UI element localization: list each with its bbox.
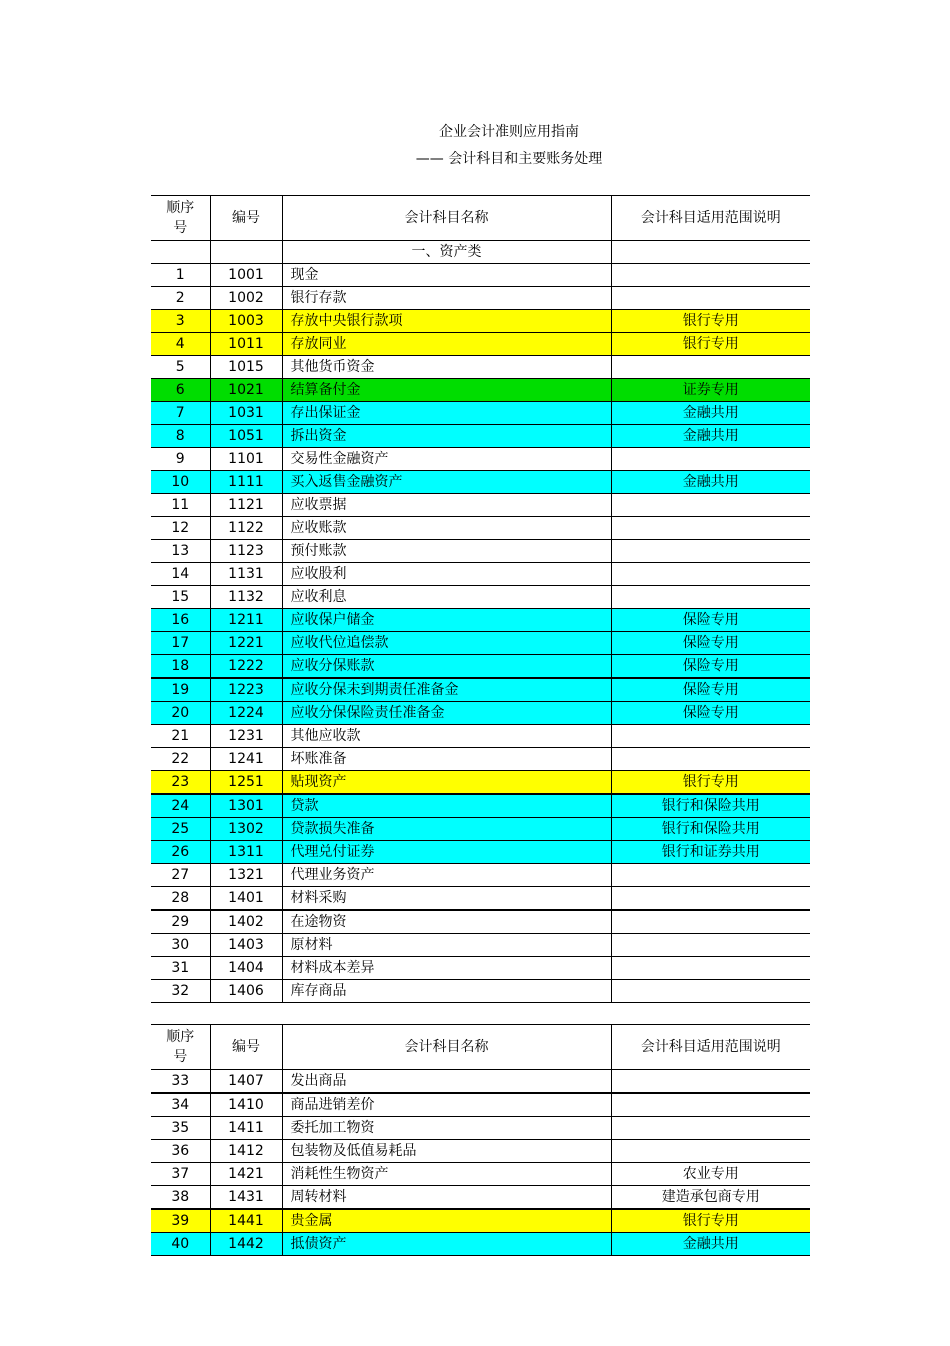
scope-cell	[611, 586, 810, 609]
table-row	[151, 910, 810, 934]
code-cell: 1407	[210, 1070, 282, 1094]
header-name: 会计科目名称	[282, 1025, 611, 1070]
table-row	[151, 425, 810, 448]
table-row	[151, 356, 810, 379]
account-name-cell: 发出商品	[282, 1070, 611, 1094]
table-row	[151, 980, 810, 1003]
seq-cell: 31	[151, 957, 210, 980]
seq-cell: 15	[151, 586, 210, 609]
account-name-cell: 应收分保保险责任准备金	[282, 702, 611, 725]
table-row	[151, 287, 810, 310]
table-row	[151, 1117, 810, 1140]
scope-cell: 金融共用	[611, 402, 810, 425]
seq-cell: 26	[151, 841, 210, 864]
code-cell: 1123	[210, 540, 282, 563]
seq-cell: 18	[151, 655, 210, 679]
header-scope: 会计科目适用范围说明	[611, 1025, 810, 1070]
code-cell: 1015	[210, 356, 282, 379]
code-cell: 1121	[210, 494, 282, 517]
seq-cell: 19	[151, 678, 210, 702]
seq-cell: 24	[151, 794, 210, 818]
category-seq	[151, 241, 210, 264]
account-name-cell: 贴现资产	[282, 771, 611, 795]
code-cell: 1003	[210, 310, 282, 333]
account-name-cell: 应收票据	[282, 494, 611, 517]
table-row	[151, 1233, 810, 1256]
code-cell: 1101	[210, 448, 282, 471]
account-name-cell: 消耗性生物资产	[282, 1163, 611, 1186]
code-cell: 1221	[210, 632, 282, 655]
account-name-cell: 委托加工物资	[282, 1117, 611, 1140]
seq-cell: 28	[151, 887, 210, 911]
scope-cell	[611, 1070, 810, 1094]
scope-cell: 保险专用	[611, 632, 810, 655]
scope-cell	[611, 1093, 810, 1117]
category-row	[151, 241, 810, 264]
scope-cell	[611, 725, 810, 748]
account-name-cell: 坏账准备	[282, 748, 611, 771]
seq-cell: 11	[151, 494, 210, 517]
header-code: 编号	[210, 1025, 282, 1070]
seq-cell: 1	[151, 264, 210, 287]
header-seq-line2: 号	[173, 220, 188, 236]
code-cell: 1403	[210, 934, 282, 957]
table-row	[151, 1093, 810, 1117]
code-cell: 1401	[210, 887, 282, 911]
table-row	[151, 632, 810, 655]
seq-cell: 22	[151, 748, 210, 771]
seq-cell: 4	[151, 333, 210, 356]
table-row	[151, 264, 810, 287]
scope-cell: 银行和证券共用	[611, 841, 810, 864]
account-name-cell: 原材料	[282, 934, 611, 957]
table-row	[151, 1163, 810, 1186]
scope-cell	[611, 980, 810, 1003]
code-cell: 1406	[210, 980, 282, 1003]
seq-cell: 9	[151, 448, 210, 471]
scope-cell	[611, 563, 810, 586]
table-row	[151, 1186, 810, 1210]
account-name-cell: 其他货币资金	[282, 356, 611, 379]
scope-cell	[611, 957, 810, 980]
table-row	[151, 655, 810, 679]
seq-cell: 17	[151, 632, 210, 655]
code-cell: 1301	[210, 794, 282, 818]
table-row	[151, 864, 810, 887]
code-cell: 1431	[210, 1186, 282, 1210]
account-name-cell: 银行存款	[282, 287, 611, 310]
code-cell: 1224	[210, 702, 282, 725]
table-row	[151, 678, 810, 702]
table-row	[151, 1140, 810, 1163]
code-cell: 1321	[210, 864, 282, 887]
account-name-cell: 买入返售金融资产	[282, 471, 611, 494]
scope-cell: 银行专用	[611, 310, 810, 333]
scope-cell: 建造承包商专用	[611, 1186, 810, 1210]
scope-cell: 金融共用	[611, 425, 810, 448]
table-row	[151, 725, 810, 748]
category-scope	[611, 241, 810, 264]
table-row	[151, 794, 810, 818]
seq-cell: 30	[151, 934, 210, 957]
header-seq-line2: 号	[173, 1049, 188, 1065]
seq-cell: 8	[151, 425, 210, 448]
accounts-table-1	[151, 195, 810, 1003]
seq-cell: 40	[151, 1233, 210, 1256]
code-cell: 1441	[210, 1209, 282, 1233]
scope-cell	[611, 287, 810, 310]
seq-cell: 21	[151, 725, 210, 748]
account-name-cell: 在途物资	[282, 910, 611, 934]
seq-cell: 12	[151, 517, 210, 540]
account-name-cell: 贵金属	[282, 1209, 611, 1233]
scope-cell	[611, 540, 810, 563]
table-row	[151, 702, 810, 725]
account-name-cell: 代理业务资产	[282, 864, 611, 887]
code-cell: 1111	[210, 471, 282, 494]
table-row	[151, 1070, 810, 1094]
accounts-table-2	[151, 1024, 810, 1256]
scope-cell: 农业专用	[611, 1163, 810, 1186]
scope-cell	[611, 748, 810, 771]
table-row	[151, 771, 810, 795]
scope-cell	[611, 887, 810, 911]
account-name-cell: 库存商品	[282, 980, 611, 1003]
table-row	[151, 494, 810, 517]
account-name-cell: 材料采购	[282, 887, 611, 911]
account-name-cell: 应收账款	[282, 517, 611, 540]
scope-cell	[611, 448, 810, 471]
table-row	[151, 333, 810, 356]
account-name-cell: 结算备付金	[282, 379, 611, 402]
code-cell: 1051	[210, 425, 282, 448]
seq-cell: 39	[151, 1209, 210, 1233]
code-cell: 1132	[210, 586, 282, 609]
seq-cell: 37	[151, 1163, 210, 1186]
account-name-cell: 贷款损失准备	[282, 818, 611, 841]
scope-cell	[611, 934, 810, 957]
header-seq	[151, 196, 210, 241]
scope-cell	[611, 864, 810, 887]
account-name-cell: 周转材料	[282, 1186, 611, 1210]
account-name-cell: 拆出资金	[282, 425, 611, 448]
code-cell: 1402	[210, 910, 282, 934]
scope-cell	[611, 356, 810, 379]
category-code	[210, 241, 282, 264]
seq-cell: 27	[151, 864, 210, 887]
account-name-cell: 存出保证金	[282, 402, 611, 425]
seq-cell: 33	[151, 1070, 210, 1094]
scope-cell: 银行和保险共用	[611, 818, 810, 841]
seq-cell: 5	[151, 356, 210, 379]
code-cell: 1410	[210, 1093, 282, 1117]
code-cell: 1011	[210, 333, 282, 356]
scope-cell: 银行专用	[611, 333, 810, 356]
table-row	[151, 448, 810, 471]
code-cell: 1231	[210, 725, 282, 748]
table-row	[151, 563, 810, 586]
document-subtitle: —— 会计科目和主要账务处理	[415, 151, 603, 167]
code-cell: 1021	[210, 379, 282, 402]
table-row	[151, 517, 810, 540]
code-cell: 1442	[210, 1233, 282, 1256]
code-cell: 1412	[210, 1140, 282, 1163]
code-cell: 1223	[210, 678, 282, 702]
scope-cell: 银行专用	[611, 1209, 810, 1233]
header-code: 编号	[210, 196, 282, 241]
account-name-cell: 商品进销差价	[282, 1093, 611, 1117]
table-row	[151, 471, 810, 494]
account-name-cell: 应收利息	[282, 586, 611, 609]
code-cell: 1241	[210, 748, 282, 771]
account-name-cell: 代理兑付证券	[282, 841, 611, 864]
account-name-cell: 应收股利	[282, 563, 611, 586]
table-row	[151, 818, 810, 841]
scope-cell	[611, 264, 810, 287]
table-header-row	[151, 1025, 810, 1070]
seq-cell: 7	[151, 402, 210, 425]
table-row	[151, 934, 810, 957]
header-seq-line1: 顺序	[166, 1029, 195, 1045]
account-name-cell: 应收代位追偿款	[282, 632, 611, 655]
seq-cell: 25	[151, 818, 210, 841]
account-name-cell: 其他应收款	[282, 725, 611, 748]
scope-cell: 保险专用	[611, 655, 810, 679]
scope-cell	[611, 1140, 810, 1163]
table-row	[151, 957, 810, 980]
scope-cell: 证券专用	[611, 379, 810, 402]
seq-cell: 23	[151, 771, 210, 795]
scope-cell	[611, 517, 810, 540]
scope-cell: 银行和保险共用	[611, 794, 810, 818]
table-row	[151, 402, 810, 425]
code-cell: 1251	[210, 771, 282, 795]
table-row	[151, 841, 810, 864]
table-row	[151, 1209, 810, 1233]
code-cell: 1302	[210, 818, 282, 841]
table-header-row	[151, 196, 810, 241]
scope-cell: 金融共用	[611, 471, 810, 494]
account-name-cell: 交易性金融资产	[282, 448, 611, 471]
scope-cell	[611, 494, 810, 517]
code-cell: 1122	[210, 517, 282, 540]
document-title: 企业会计准则应用指南	[439, 124, 579, 140]
code-cell: 1001	[210, 264, 282, 287]
scope-cell: 保险专用	[611, 609, 810, 632]
scope-cell: 金融共用	[611, 1233, 810, 1256]
seq-cell: 2	[151, 287, 210, 310]
scope-cell: 银行专用	[611, 771, 810, 795]
seq-cell: 38	[151, 1186, 210, 1210]
account-name-cell: 存放中央银行款项	[282, 310, 611, 333]
account-name-cell: 预付账款	[282, 540, 611, 563]
code-cell: 1002	[210, 287, 282, 310]
account-name-cell: 贷款	[282, 794, 611, 818]
table-row	[151, 748, 810, 771]
table-row	[151, 586, 810, 609]
table-row	[151, 540, 810, 563]
header-scope: 会计科目适用范围说明	[611, 196, 810, 241]
category-label: 一、资产类	[282, 241, 611, 264]
code-cell: 1411	[210, 1117, 282, 1140]
table-row	[151, 887, 810, 911]
seq-cell: 14	[151, 563, 210, 586]
table-row	[151, 609, 810, 632]
seq-cell: 6	[151, 379, 210, 402]
header-seq	[151, 1025, 210, 1070]
code-cell: 1421	[210, 1163, 282, 1186]
account-name-cell: 材料成本差异	[282, 957, 611, 980]
code-cell: 1211	[210, 609, 282, 632]
seq-cell: 3	[151, 310, 210, 333]
scope-cell	[611, 1117, 810, 1140]
seq-cell: 36	[151, 1140, 210, 1163]
code-cell: 1404	[210, 957, 282, 980]
code-cell: 1131	[210, 563, 282, 586]
scope-cell: 保险专用	[611, 678, 810, 702]
account-name-cell: 抵债资产	[282, 1233, 611, 1256]
seq-cell: 13	[151, 540, 210, 563]
seq-cell: 10	[151, 471, 210, 494]
code-cell: 1311	[210, 841, 282, 864]
scope-cell	[611, 910, 810, 934]
scope-cell: 保险专用	[611, 702, 810, 725]
seq-cell: 34	[151, 1093, 210, 1117]
account-name-cell: 存放同业	[282, 333, 611, 356]
header-seq-line1: 顺序	[166, 200, 195, 216]
seq-cell: 16	[151, 609, 210, 632]
account-name-cell: 现金	[282, 264, 611, 287]
code-cell: 1222	[210, 655, 282, 679]
account-name-cell: 包装物及低值易耗品	[282, 1140, 611, 1163]
account-name-cell: 应收保户储金	[282, 609, 611, 632]
table-row	[151, 379, 810, 402]
account-name-cell: 应收分保未到期责任准备金	[282, 678, 611, 702]
seq-cell: 35	[151, 1117, 210, 1140]
account-name-cell: 应收分保账款	[282, 655, 611, 679]
seq-cell: 32	[151, 980, 210, 1003]
code-cell: 1031	[210, 402, 282, 425]
table-row	[151, 310, 810, 333]
seq-cell: 29	[151, 910, 210, 934]
header-name: 会计科目名称	[282, 196, 611, 241]
seq-cell: 20	[151, 702, 210, 725]
